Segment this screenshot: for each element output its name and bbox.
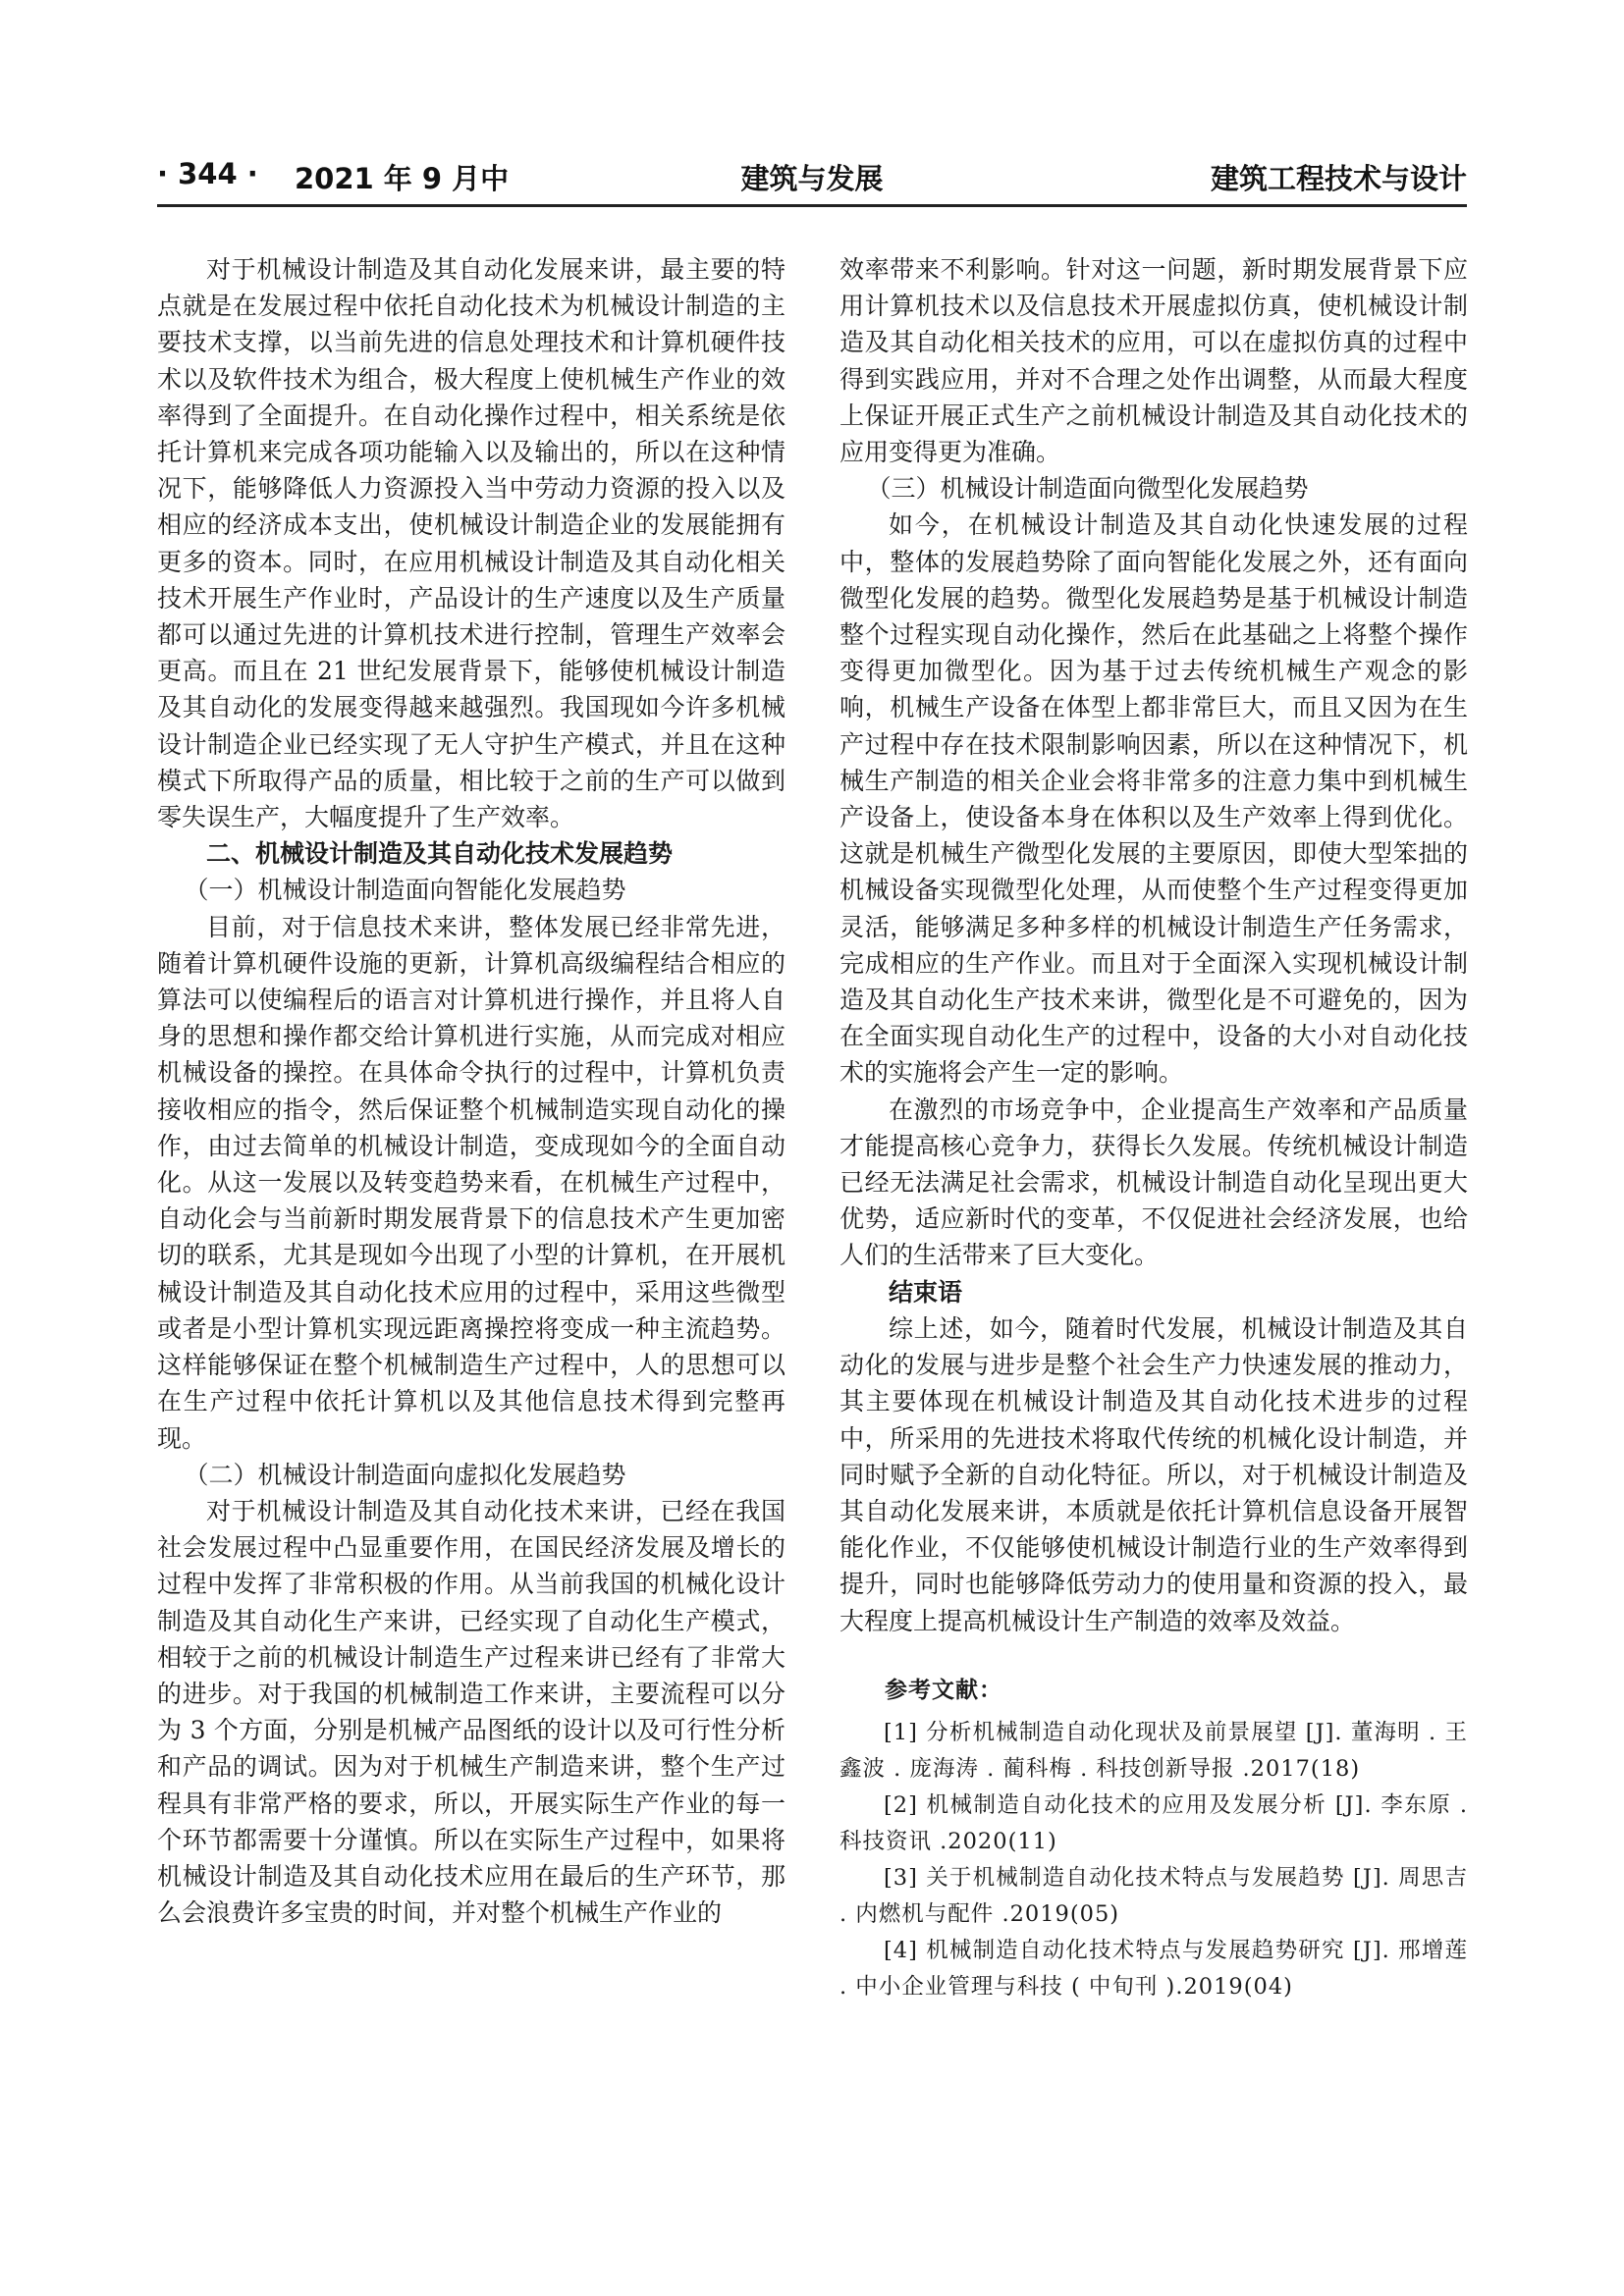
reference-item: [2] 机械制造自动化技术的应用及发展分析 [J]. 李东原 . 科技资讯 .2020(11) [839,1791,1468,1854]
body-paragraph: 对于机械设计制造及其自动化技术来讲，已经在我国社会发展过程中凸显重要作用，在国民经济发展及增长的过程中发挥了非常积极的作用。从当前我国的机械化设计制造及其自动化生产来讲，已经实现了自动化生产模式，相较于之前的机械设计制造生产过程来讲已经有了非常大的进步。对于我国的机械制造工作来讲，主要流程可以分为 3 个方面，分别是机械产品图纸的设计以及可行性分析和产品的调试。因为对于机械生产制造来讲，整个生产过程具有非常严格的要求，所以，开展实际生产作业的每一个环节都需要十分谨慎。所以在实际生产过程中，如果将机械设计制造及其自动化技术应用在最后的生产环节，那么会浪费许多宝贵的时间，并对整个机械生产作业的 [157,1496,785,1928]
left-column [157,251,785,1931]
body-paragraph: 如今，在机械设计制造及其自动化快速发展的过程中，整体的发展趋势除了面向智能化发展之外，还有面向微型化发展的趋势。微型化发展趋势是基于机械设计制造整个过程实现自动化操作，然后在此基础之上将整个操作变得更加微型化。因为基于过去传统机械生产观念的影响，机械生产设备在体型上都非常巨大，而且又因为在生产过程中存在技术限制影响因素，所以在这种情况下，机械生产制造的相关企业会将非常多的注意力集中到机械生产设备上，使设备本身在体积以及生产效率上得到优化。这就是机械生产微型化发展的主要原因，即使大型笨拙的机械设备实现微型化处理，从而使整个生产过程变得更加灵活，能够满足多种多样的机械设计制造生产任务需求，完成相应的生产作业。而且对于全面深入实现机械设计制造及其自动化生产技术来讲，微型化是不可避免的，因为在全面实现自动化生产的过程中，设备的大小对自动化技术的实施将会产生一定的影响。 [839,510,1468,1088]
subsection-heading: （一）机械设计制造面向智能化发展趋势 [184,876,626,905]
reference-item: [4] 机械制造自动化技术特点与发展趋势研究 [J]. 邢增莲 . 中小企业管理与科技 ( 中旬刊 ).2019(04) [839,1937,1468,2000]
journal-name: 建筑与发展 [740,162,884,195]
reference-item: [1] 分析机械制造自动化现状及前景展望 [J]. 董海明 . 王鑫波 . 庞海涛 . 蔺科梅 . 科技创新导报 .2017(18) [839,1719,1468,1782]
right-column [839,251,1468,2005]
body-paragraph: 目前，对于信息技术来讲，整体发展已经非常先进，随着计算机硬件设施的更新，计算机高级编程结合相应的算法可以使编程后的语言对计算机进行操作，并且将人自身的思想和操作都交给计算机进行实施，从而完成对相应机械设备的操控。在具体命令执行的过程中，计算机负责接收相应的指令，然后保证整个机械制造实现自动化的操作，由过去简单的机械设计制造，变成现如今的全面自动化。从这一发展以及转变趋势来看，在机械生产过程中，自动化会与当前新时期发展背景下的信息技术产生更加密切的联系，尤其是现如今出现了小型的计算机，在开展机械设计制造及其自动化技术应用的过程中，采用这些微型或者是小型计算机实现远距离操控将变成一种主流趋势。这样能够保证在整个机械制造生产过程中，人的思想可以在生产过程中依托计算机以及其他信息技术得到完整再现。 [157,912,785,1453]
body-paragraph: 对于机械设计制造及其自动化发展来讲，最主要的特点就是在发展过程中依托自动化技术为机械设计制造的主要技术支撑，以当前先进的信息处理技术和计算机硬件技术以及软件技术为组合，极大程度上使机械生产作业的效率得到了全面提升。在自动化操作过程中，相关系统是依托计算机来完成各项功能输入以及输出的，所以在这种情况下，能够降低人力资源投入当中劳动力资源的投入以及相应的经济成本支出，使机械设计制造企业的发展能拥有更多的资本。同时，在应用机械设计制造及其自动化相关技术开展生产作业时，产品设计的生产速度以及生产质量都可以通过先进的计算机技术进行控制，管理生产效率会更高。而且在 21 世纪发展背景下，能够使机械设计制造及其自动化的发展变得越来越强烈。我国现如今许多机械设计制造企业已经实现了无人守护生产模式，并且在这种模式下所取得产品的质量，相比较于之前的生产可以做到零失误生产，大幅度提升了生产效率。 [157,255,785,832]
page-number: · 344 · [157,157,258,190]
conclusion-heading: 结束语 [889,1277,963,1307]
references [839,1673,1468,2005]
subsection-heading: （三）机械设计制造面向微型化发展趋势 [866,474,1309,504]
section-heading: 二、机械设计制造及其自动化技术发展趋势 [206,839,674,869]
references-title: 参考文献： [885,1677,1002,1703]
subsection-heading: （二）机械设计制造面向虚拟化发展趋势 [184,1460,626,1489]
issue-date: 2021 年 9 月中 [295,162,510,195]
reference-item: [3] 关于机械制造自动化技术特点与发展趋势 [J]. 周思吉 . 内燃机与配件 .2019(05) [839,1864,1468,1927]
header-rule [157,204,1467,207]
page-header [157,155,1467,198]
body-paragraph-continued: 效率带来不利影响。针对这一问题，新时期发展背景下应用计算机技术以及信息技术开展虚拟仿真，使机械设计制造及其自动化相关技术的应用，可以在虚拟仿真的过程中得到实践应用，并对不合理之处作出调整，从而最大程度上保证开展正式生产之前机械设计制造及其自动化技术的应用变得更为准确。 [839,255,1468,467]
body-paragraph: 在激烈的市场竞争中，企业提高生产效率和产品质量才能提高核心竞争力，获得长久发展。传统机械设计制造已经无法满足社会需求，机械设计制造自动化呈现出更大优势，适应新时代的变革，不仅促进社会经济发展，也给人们的生活带来了巨大变化。 [839,1095,1468,1270]
body-paragraph: 综上述，如今，随着时代发展，机械设计制造及其自动化的发展与进步是整个社会生产力快速发展的推动力，其主要体现在机械设计制造及其自动化技术进步的过程中，所采用的先进技术将取代传统的机械化设计制造，并同时赋予全新的自动化特征。所以，对于机械设计制造及其自动化发展来讲，本质就是依托计算机信息设备开展智能化作业，不仅能够使机械设计制造行业的生产效率得到提升，同时也能够降低劳动力的使用量和资源的投入，最大程度上提高机械设计生产制造的效率及效益。 [839,1313,1468,1635]
section-name: 建筑工程技术与设计 [1210,162,1467,195]
